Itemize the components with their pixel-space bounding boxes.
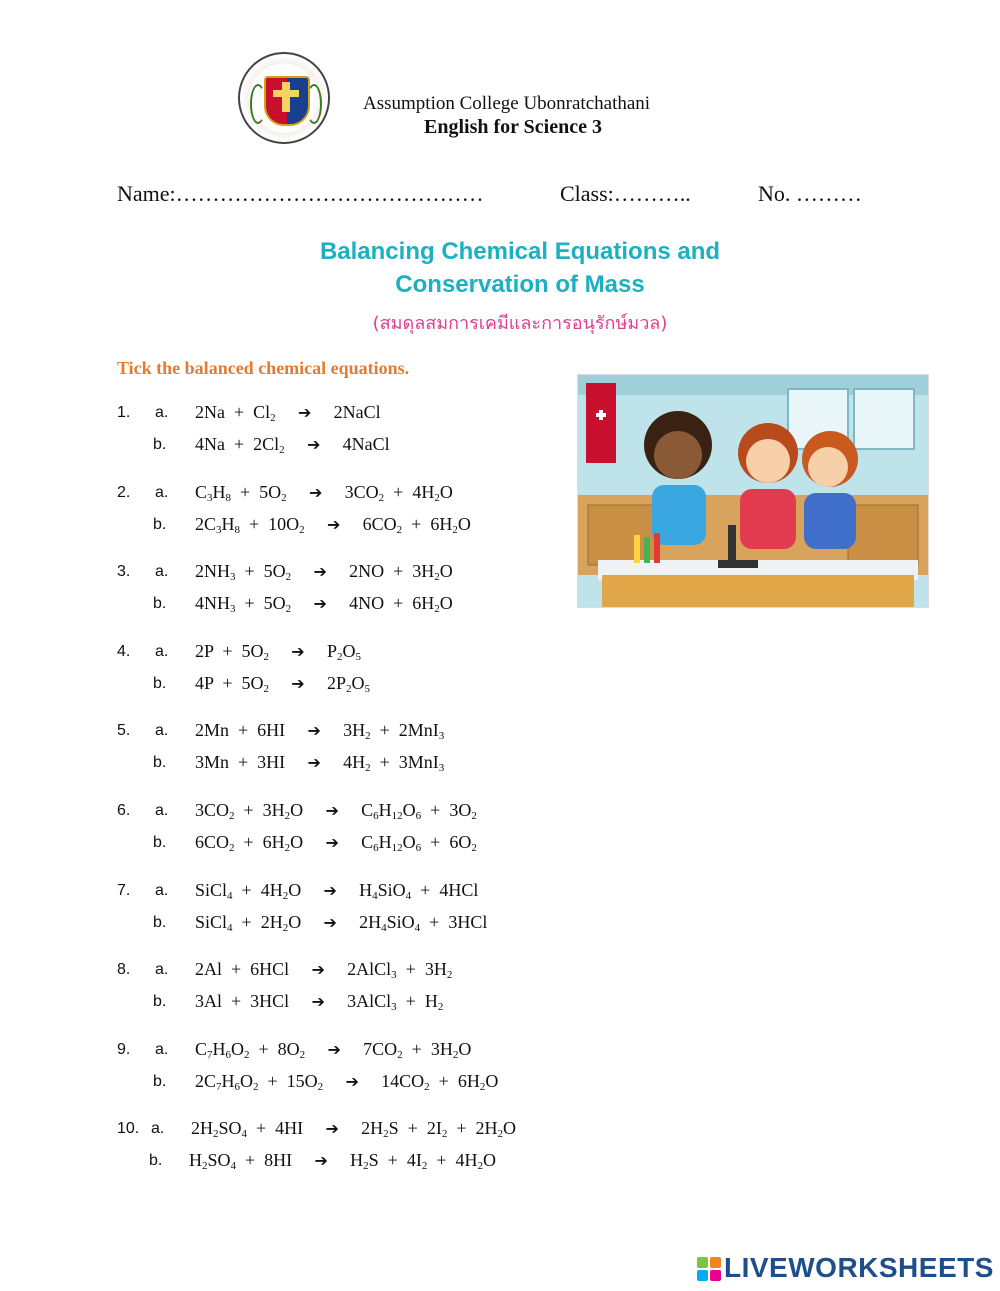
number-field[interactable]: No. ……… [758, 181, 862, 206]
option-b-label[interactable]: b. [149, 1152, 163, 1169]
instruction: Tick the balanced chemical equations. [117, 358, 410, 378]
arrow-icon: ➔ [285, 753, 344, 772]
equation-a: $2Na + Cl_2$ ➔ 2NaCl [195, 402, 381, 424]
equation-b: $4P + 5O_2$ ➔ $2P_2O_5$ [195, 673, 370, 695]
brand-logo-icon [697, 1257, 721, 1281]
equation-b: 3Mn + 3HI ➔ $4H_2 + 3MnI_3$ [195, 752, 445, 774]
equation-b: $2C_3H_8 + 10O_2$ ➔ $6CO_2 + 6H_2O$ [195, 514, 471, 536]
arrow-icon: ➔ [303, 833, 362, 852]
equation-b: $4Na + 2Cl_2$ ➔ 4NaCl [195, 434, 390, 456]
equation-b: $H_2SO_4 + 8HI$ ➔ $H_2S + 4I_2 + 4H_2O$ [189, 1150, 496, 1172]
option-b-label[interactable]: b. [153, 436, 167, 453]
arrow-icon: ➔ [303, 801, 362, 820]
option-a-label[interactable]: a. [155, 1041, 169, 1058]
arrow-icon: ➔ [292, 1151, 351, 1170]
equation-a: $2H_2SO_4 + 4HI$ ➔ $2H_2S + 2I_2 + 2H_2O$ [191, 1118, 516, 1140]
option-a-label[interactable]: a. [155, 563, 169, 580]
question-number: 1. [117, 404, 131, 421]
equation-b: 3Al + 3HCl ➔ 3AlCl$_3$ + $H_2$ [195, 991, 444, 1013]
option-b-label[interactable]: b. [153, 993, 167, 1010]
equation-a: $2P + 5O_2$ ➔ $P_2O_5$ [195, 641, 361, 663]
equation-b: $6CO_2 + 6H_2O$ ➔ $C_6H_{12}O_6 + 6O_2$ [195, 832, 477, 854]
school-logo [238, 52, 330, 144]
option-a-label[interactable]: a. [155, 404, 169, 421]
class-field[interactable]: Class:……….. [560, 181, 691, 206]
question-number: 7. [117, 882, 131, 899]
option-a-label[interactable]: a. [155, 722, 169, 739]
equation-a: $2NH_3 + 5O_2$ ➔ $2NO + 3H_2O$ [195, 561, 453, 583]
option-b-label[interactable]: b. [153, 754, 167, 771]
option-a-label[interactable]: a. [155, 961, 169, 978]
arrow-icon: ➔ [275, 403, 334, 422]
question-number: 2. [117, 484, 131, 501]
arrow-icon: ➔ [301, 881, 360, 900]
equation-a: $3CO_2 + 3H_2O$ ➔ $C_6H_{12}O_6 + 3O_2$ [195, 800, 477, 822]
page-title-line2: Conservation of Mass [395, 271, 645, 298]
question-number: 10. [117, 1120, 140, 1137]
page-title-line1: Balancing Chemical Equations and [319, 238, 721, 265]
arrow-icon: ➔ [285, 721, 344, 740]
equation-a: $C_7H_6O_2 + 8O_2$ ➔ $7CO_2 + 3H_2O$ [195, 1039, 472, 1061]
equation-a: 2Mn + 6HI ➔ $3H_2 + 2MnI_3$ [195, 720, 445, 742]
question-number: 6. [117, 802, 131, 819]
arrow-icon: ➔ [291, 562, 350, 581]
option-a-label[interactable]: a. [151, 1120, 165, 1137]
cross-icon [282, 82, 290, 112]
arrow-icon: ➔ [284, 435, 343, 454]
equation-b: $2C_7H_6O_2 + 15O_2$ ➔ $14CO_2 + 6H_2O$ [195, 1071, 499, 1093]
equation-b: SiCl$_4$ + $2H_2O$ ➔ $2H_4SiO_4 + 3HCl$ [195, 912, 488, 934]
school-name: Assumption College Ubonratchathani [363, 93, 651, 114]
equation-b: $4NH_3 + 5O_2$ ➔ $4NO + 6H_2O$ [195, 593, 453, 615]
question-number: 9. [117, 1041, 131, 1058]
arrow-icon: ➔ [289, 960, 348, 979]
option-b-label[interactable]: b. [153, 516, 167, 533]
option-a-label[interactable]: a. [155, 882, 169, 899]
option-b-label[interactable]: b. [153, 595, 167, 612]
name-field[interactable]: Name:…………………………………… [117, 181, 484, 206]
course-name: English for Science 3 [424, 116, 602, 138]
option-a-label[interactable]: a. [155, 802, 169, 819]
question-number: 8. [117, 961, 131, 978]
option-a-label[interactable]: a. [155, 643, 169, 660]
equation-a: $C_3H_8 + 5O_2$ ➔ $3CO_2 + 4H_2O$ [195, 482, 453, 504]
lab-illustration [577, 374, 929, 608]
question-number: 4. [117, 643, 131, 660]
arrow-icon: ➔ [304, 515, 363, 534]
arrow-icon: ➔ [269, 642, 327, 661]
option-a-label[interactable]: a. [155, 484, 169, 501]
question-number: 3. [117, 563, 131, 580]
option-b-label[interactable]: b. [153, 834, 167, 851]
question-number: 5. [117, 722, 131, 739]
arrow-icon: ➔ [303, 1119, 362, 1138]
arrow-icon: ➔ [289, 992, 348, 1011]
page-subtitle-thai: (สมดุลสมการเคมีและการอนุรักษ์มวล) [372, 313, 668, 334]
brand-name: LIVEWORKSHEETS [724, 1252, 994, 1283]
arrow-icon: ➔ [323, 1072, 382, 1091]
arrow-icon: ➔ [286, 483, 345, 502]
option-b-label[interactable]: b. [153, 675, 167, 692]
arrow-icon: ➔ [291, 594, 350, 613]
equation-a: 2Al + 6HCl ➔ 2AlCl$_3$ + $3H_2$ [195, 959, 453, 981]
option-b-label[interactable]: b. [153, 914, 167, 931]
kids-lab-image [578, 375, 929, 608]
arrow-icon: ➔ [305, 1040, 364, 1059]
option-b-label[interactable]: b. [153, 1073, 167, 1090]
arrow-icon: ➔ [301, 913, 360, 932]
equation-a: SiCl$_4$ + $4H_2O$ ➔ $H_4SiO_4 + 4HCl$ [195, 880, 479, 902]
arrow-icon: ➔ [269, 674, 327, 693]
